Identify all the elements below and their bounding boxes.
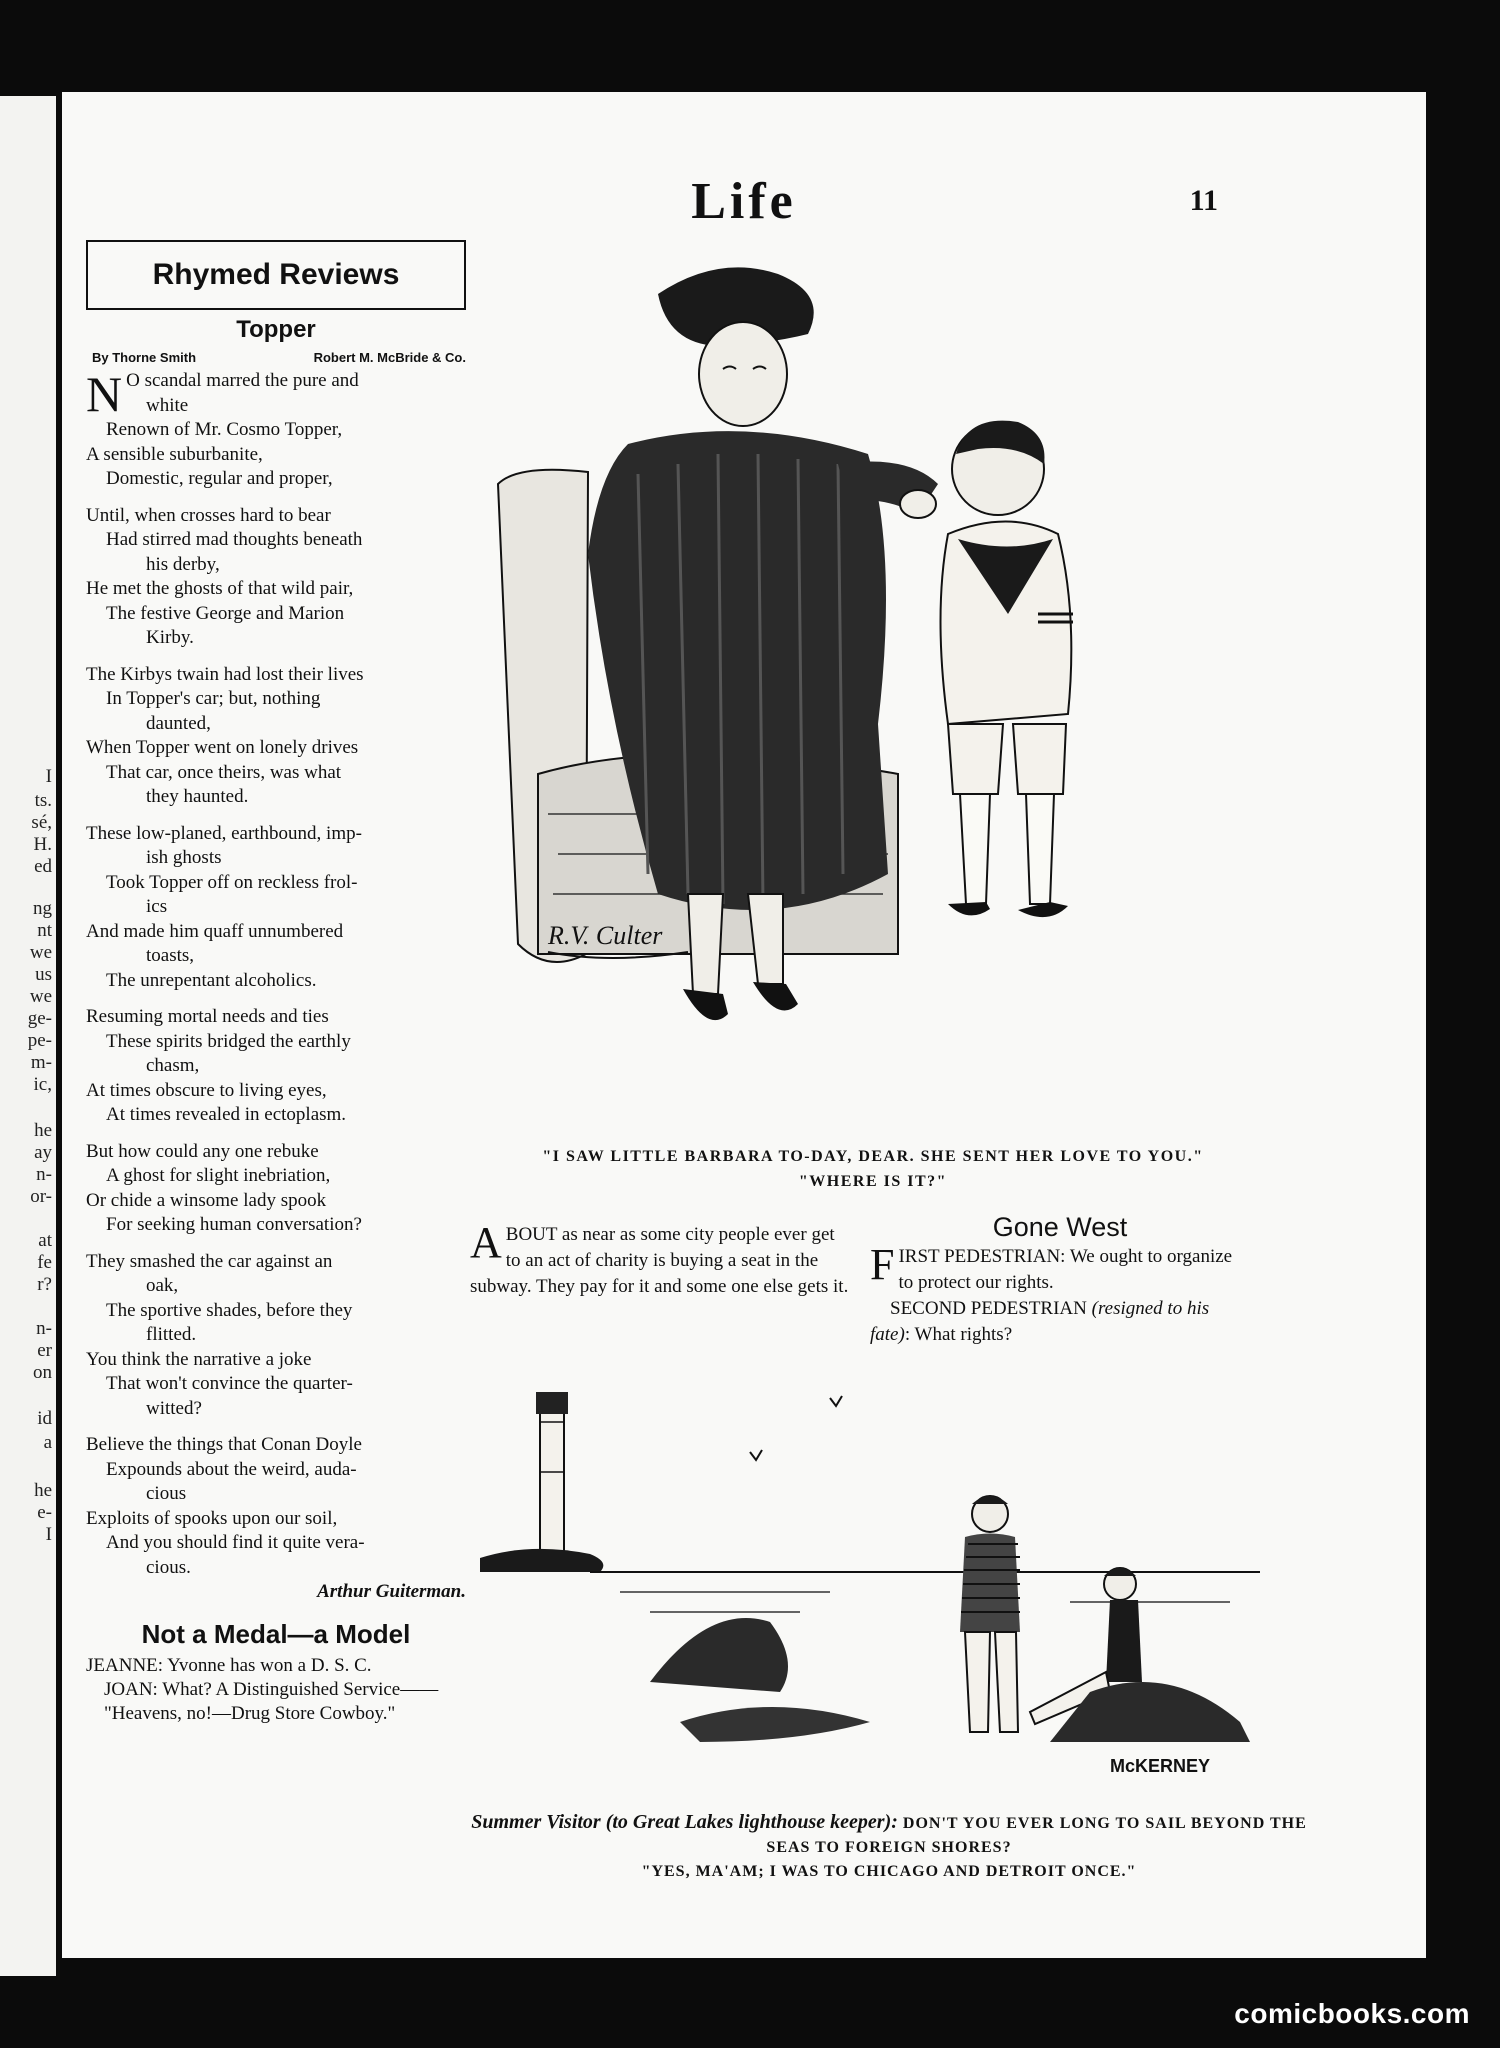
illustration2-signature: McKERNEY: [1110, 1756, 1211, 1776]
poem-line: In Topper's car; but, nothing: [106, 688, 321, 709]
poem-line: They smashed the car against an: [86, 1250, 333, 1272]
poem-stanza: [86, 504, 466, 651]
poem-line: For seeking human conversation?: [106, 1214, 362, 1235]
prev-page-fragment: I: [45, 766, 52, 787]
prev-page-fragment: I: [45, 1524, 52, 1545]
prev-page-fragment: ge-: [27, 1008, 52, 1029]
poem-line: Expounds about the weird, auda-: [106, 1458, 357, 1480]
dialogue-speaker: JOAN:: [104, 1678, 158, 1700]
poem-line: These low-planed, earthbound, imp-: [86, 822, 362, 844]
prev-page-fragment: n-: [36, 1164, 52, 1185]
poem-line: Kirby.: [146, 627, 194, 648]
poem-line: cious: [146, 1483, 187, 1504]
dialogue-line: [86, 1702, 466, 1726]
poem-line: chasm,: [146, 1055, 200, 1076]
prev-page-fragment: on: [33, 1362, 52, 1383]
previous-page-edge: [0, 96, 56, 1976]
poem-line: A ghost for slight inebriation,: [106, 1165, 331, 1186]
poem-line: cious.: [146, 1556, 191, 1578]
poem-line: his derby,: [146, 553, 220, 575]
poem-line: Had stirred mad thoughts beneath: [106, 529, 363, 550]
prev-page-fragment: we: [29, 986, 52, 1007]
book-title: Topper: [236, 316, 316, 343]
poem-line: white: [146, 394, 189, 416]
poem-line: The Kirbys twain had lost their lives: [86, 663, 364, 685]
about-dropcap: A: [470, 1218, 502, 1267]
prev-page-fragment: id: [37, 1408, 52, 1429]
poem-line: The unrepentant alcoholics.: [106, 969, 317, 991]
rhymed-reviews-column: [86, 240, 466, 1726]
prev-page-fragment: he: [34, 1120, 52, 1141]
prev-page-fragment: e-: [37, 1502, 52, 1523]
illustration2-caption: Summer Visitor (to Great Lakes lighthouse keeper): DON'T YOU EVER LONG TO SAIL BEYOND THE SEAS TO FOREIGN SHORES? "YES, MA'AM; I WAS TO CHICAGO AND DETROIT ONCE.": [471, 1811, 1307, 1880]
prev-page-fragment: a: [43, 1432, 52, 1453]
poem-stanza: [86, 822, 466, 994]
dialogue-line: [86, 1678, 466, 1702]
poem-line: These spirits bridged the earthly: [106, 1030, 351, 1052]
poem-line: they haunted.: [146, 786, 249, 807]
prev-page-fragment: fe: [37, 1252, 52, 1273]
poem-line: And you should find it quite vera-: [106, 1532, 365, 1553]
dialogue-text: Yvonne has won a D. S. C.: [163, 1654, 372, 1676]
prev-page-fragment: he: [34, 1480, 52, 1501]
poem-stanza: [86, 1005, 466, 1128]
prev-page-fragment: pe-: [27, 1030, 52, 1051]
prev-page-fragment: at: [38, 1230, 52, 1251]
medal-title: Not a Medal—a Model: [141, 1618, 411, 1649]
poem-line: Renown of Mr. Cosmo Topper,: [106, 419, 343, 440]
poem-stanza: [86, 366, 466, 492]
about-paragraph: [470, 1218, 850, 1300]
poem-line: A sensible suburbanite,: [86, 443, 263, 465]
prev-page-fragment: n-: [36, 1318, 52, 1339]
gone-west-title: Gone West: [992, 1212, 1128, 1242]
poem-dropcap: N: [86, 366, 123, 422]
prev-page-fragment: sé,: [31, 812, 52, 833]
prev-page-fragment: ed: [34, 856, 52, 877]
poem-stanza: [86, 1140, 466, 1238]
poem-line: But how could any one rebuke: [86, 1140, 319, 1162]
poem-line: Took Topper off on reckless frol-: [106, 871, 358, 893]
about-text: BOUT as near as some city people ever get to an act of charity is buying a seat in the subway. They pay for it and some one else gets it.: [470, 1224, 849, 1297]
first-speaker-text: We ought to organize to protect our rights.: [898, 1246, 1233, 1293]
poem-line: toasts,: [146, 945, 195, 966]
byline: [92, 350, 466, 365]
watermark: comicbooks.com: [1234, 1998, 1470, 2029]
prev-page-fragment: H.: [33, 834, 52, 855]
magazine-page: [62, 92, 1426, 1958]
poem-line: O scandal marred the pure and: [126, 370, 359, 391]
poem-line: witted?: [146, 1397, 202, 1419]
poem-line: flitted.: [146, 1324, 197, 1345]
poem-signature-line: [86, 1580, 466, 1605]
poem-line: At times obscure to living eyes,: [86, 1079, 327, 1101]
gone-west-article: [870, 1214, 1250, 1348]
rhymed-reviews-heading: Rhymed Reviews: [86, 240, 466, 310]
gone-west-dropcap: F: [870, 1240, 895, 1289]
poem-line: ish ghosts: [146, 847, 222, 868]
poem-line: He met the ghosts of that wild pair,: [86, 578, 354, 599]
prev-page-fragment: r?: [37, 1274, 52, 1295]
second-speaker: SECOND PEDESTRIAN: [890, 1298, 1087, 1319]
prev-page-fragment: us: [35, 964, 52, 985]
medal-dialogue: [86, 1654, 466, 1726]
prev-page-fragment: or-: [30, 1186, 52, 1207]
poem-line: daunted,: [146, 712, 211, 734]
poem-line: You think the narrative a joke: [86, 1348, 312, 1370]
poem-line: ics: [146, 896, 168, 917]
prev-page-fragment: ic,: [33, 1074, 52, 1095]
dialogue-line: [86, 1654, 466, 1678]
second-speaker-text: : What rights?: [904, 1324, 1013, 1345]
prev-page-fragment: er: [37, 1340, 52, 1361]
poem-line: Domestic, regular and proper,: [106, 468, 333, 489]
poem-line: oak,: [146, 1275, 179, 1296]
prev-page-fragment: nt: [37, 920, 52, 941]
illustration1-signature: R.V. Culter: [548, 921, 663, 950]
book-author: By Thorne Smith: [92, 350, 197, 365]
book-publisher: Robert M. McBride & Co.: [313, 350, 466, 365]
poem-line: The festive George and Marion: [106, 602, 345, 624]
dialogue-text: What? A Distinguished Service——: [157, 1678, 439, 1700]
masthead: Life: [691, 173, 797, 230]
poem-line: That won't convince the quarter-: [106, 1373, 353, 1394]
poem-stanza: [86, 663, 466, 810]
poem-signature: Arthur Guiterman.: [317, 1581, 466, 1602]
prev-page-fragment: we: [29, 942, 52, 963]
poem-line: Exploits of spooks upon our soil,: [86, 1507, 338, 1529]
poem-line: When Topper went on lonely drives: [86, 737, 359, 758]
prev-page-fragment: ay: [34, 1142, 52, 1163]
page-number: 11: [1189, 184, 1218, 217]
lighthouse-illustration: [470, 1362, 1270, 1802]
illustration1-caption: "I SAW LITTLE BARBARA TO-DAY, DEAR. SHE SENT HER LOVE TO YOU." "WHERE IS IT?": [542, 1148, 1204, 1190]
poem-line: At times revealed in ectoplasm.: [106, 1104, 347, 1125]
prev-page-fragment: ng: [33, 898, 52, 919]
poem-line: Or chide a winsome lady spook: [86, 1189, 327, 1211]
poem: [86, 366, 466, 1580]
dialogue-speaker: JEANNE:: [86, 1654, 164, 1676]
woman-and-boy-illustration: [478, 254, 1268, 1204]
dialogue-text: "Heavens, no!—Drug Store Cowboy.": [104, 1702, 396, 1724]
prev-page-fragment: m-: [30, 1052, 52, 1073]
second-speaker-aside: (resigned to his fate): [870, 1298, 1210, 1345]
poem-line: Until, when crosses hard to bear: [86, 504, 331, 526]
prev-page-fragment: ts.: [34, 790, 52, 811]
poem-line: And made him quaff unnumbered: [86, 920, 344, 942]
poem-line: Resuming mortal needs and ties: [86, 1006, 329, 1027]
poem-line: That car, once theirs, was what: [106, 761, 342, 783]
poem-stanza: [86, 1433, 466, 1580]
poem-line: Believe the things that Conan Doyle: [86, 1434, 362, 1455]
poem-line: The sportive shades, before they: [106, 1299, 353, 1321]
poem-stanza: [86, 1250, 466, 1422]
first-speaker: IRST PEDESTRIAN:: [898, 1246, 1066, 1267]
